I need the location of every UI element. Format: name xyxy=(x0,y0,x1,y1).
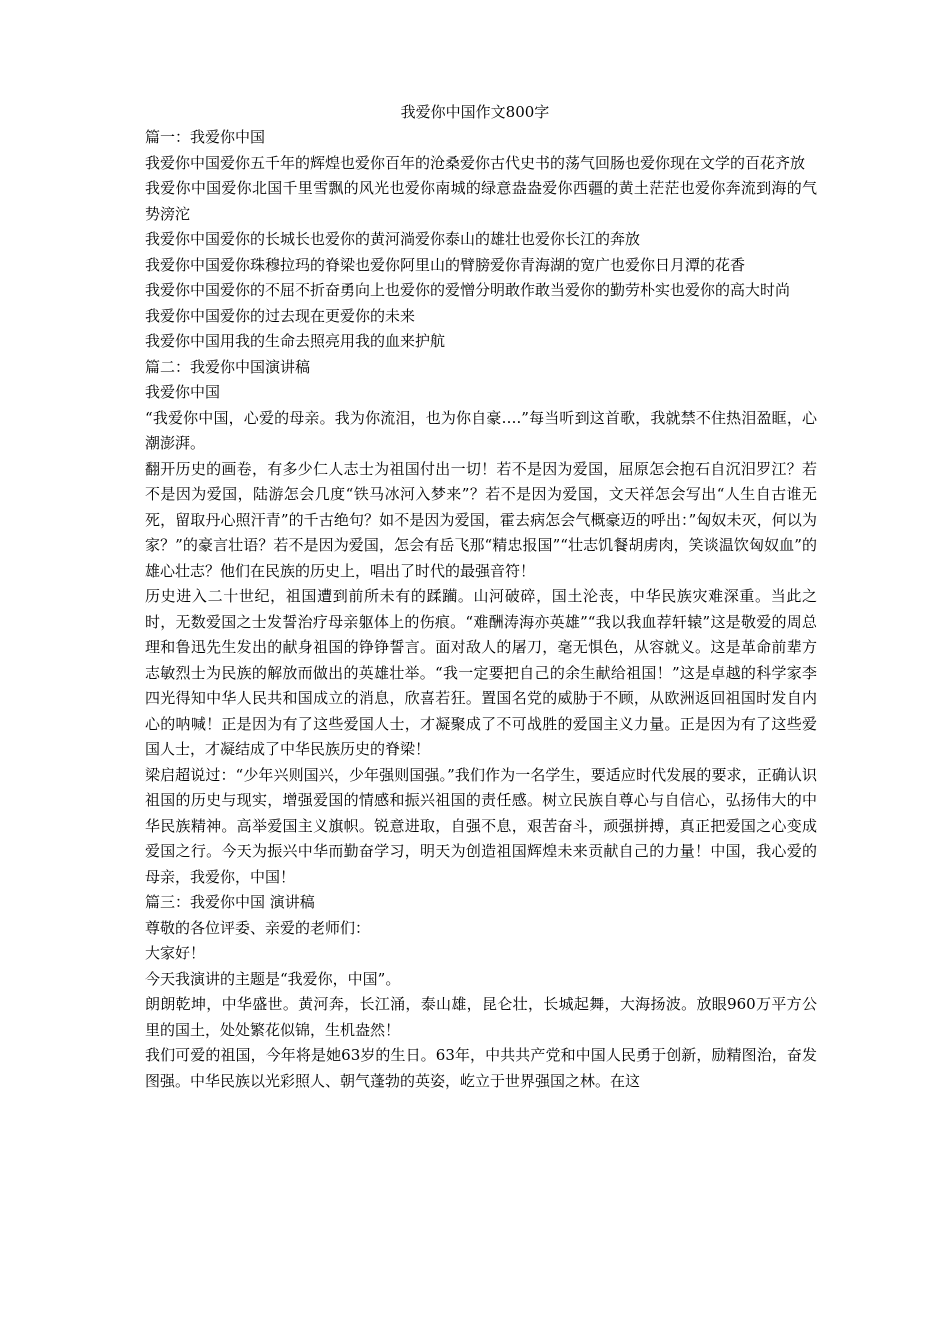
paragraph: 梁启超说过：“少年兴则国兴，少年强则国强。”我们作为一名学生，要适应时代发展的要求，正确认识祖国的历史与现实，增强爱国的情感和振兴祖国的责任感。树立民族自尊心与自信心，弘扬伟大的中华民族精神。高举爱国主义旗帜。锐意进取，自强不息，艰苦奋斗，顽强拼搏，真正把爱国之心变成爱国之行。今天为振兴中华而勤奋学习，明天为创造祖国辉煌未来贡献自己的力量！中国，我心爱的母亲，我爱你，中国！ xyxy=(145,765,817,886)
paragraph: 朗朗乾坤，中华盛世。黄河奔，长江涌，泰山雄，昆仑壮，长城起舞，大海扬波。放眼960万平方公里的国土，处处繁花似锦，生机盎然！ xyxy=(145,995,817,1039)
paragraph: 我爱你中国爱你的长城长也爱你的黄河淌爱你泰山的雄壮也爱你长江的奔放 xyxy=(145,230,641,248)
paragraph: 我爱你中国爱你珠穆拉玛的脊梁也爱你阿里山的臂膀爱你青海湖的宽广也爱你日月潭的花香 xyxy=(145,255,746,274)
paragraph: 今天我演讲的主题是“我爱你，中国”。 xyxy=(145,969,401,988)
heading-part-2: 篇二：我爱你中国演讲稿 xyxy=(145,357,311,376)
paragraph: 大家好！ xyxy=(145,944,206,962)
document-title: 我爱你中国作文800字 xyxy=(400,103,550,121)
paragraph: 我们可爱的祖国，今年将是她63岁的生日。63年，中共共产党和中国人民勇于创新，励精图治，奋发图强。中华民族以光彩照人、朝气蓬勃的英姿，屹立于世界强国之林。在这 xyxy=(145,1046,817,1090)
heading-part-3: 篇三：我爱你中国 演讲稿 xyxy=(145,893,315,911)
paragraph: 历史进入二十世纪，祖国遭到前所未有的蹂躏。山河破碎，国土沦丧，中华民族灾难深重。当此之时，无数爱国之士发誓治疗母亲躯体上的伤痕。“难酬涛海亦英雄”“我以我血荐轩辕”这是敬爱的周总理和鲁迅先生发出的献身祖国的铮铮誓言。面对敌人的屠刀，毫无惧色，从容就义。这是革命前辈方志敏烈士为民族的解放而做出的英雄壮举。“我一定要把自己的余生献给祖国！”这是卓越的科学家李四光得知中华人民共和国成立的消息，欣喜若狂。置国名党的威胁于不顾，从欧洲返回祖国时发自内心的呐喊！正是因为有了这些爱国人士，才凝聚成了不可战胜的爱国主义力量。正是因为有了这些爱国人士，才凝结成了中华民族历史的脊梁！ xyxy=(145,587,817,758)
paragraph: 我爱你中国 xyxy=(145,383,221,401)
paragraph: 尊敬的各位评委、亲爱的老师们： xyxy=(145,918,371,937)
heading-part-1: 篇一：我爱你中国 xyxy=(145,128,266,146)
document-body xyxy=(145,125,817,1094)
paragraph: 我爱你中国爱你的过去现在更爱你的未来 xyxy=(145,306,416,325)
paragraph: 我爱你中国爱你北国千里雪飘的风光也爱你南城的绿意盎盎爱你西疆的黄土茫茫也爱你奔流到海的气势滂沱 xyxy=(145,179,817,223)
paragraph: “我爱你中国，心爱的母亲。我为你流泪，也为你自豪….”每当听到这首歌，我就禁不住热泪盈眶，心潮澎湃。 xyxy=(145,408,817,452)
paragraph: 翻开历史的画卷，有多少仁人志士为祖国付出一切！若不是因为爱国，屈原怎会抱石自沉汨罗江？若不是因为爱国，陆游怎会几度“铁马冰河入梦来”？若不是因为爱国，文天祥怎会写出“人生自古谁无死，留取丹心照汗青”的千古绝句？如不是因为爱国，霍去病怎会气概豪迈的呼出：”匈奴未灭，何以为家？”的豪言壮语？若不是因为爱国，怎会有岳飞那“精忠报国”“壮志饥餐胡虏肉，笑谈温饮匈奴血”的雄心壮志？他们在民族的历史上，唱出了时代的最强音符！ xyxy=(145,459,817,580)
paragraph: 我爱你中国用我的生命去照亮用我的血来护航 xyxy=(145,332,446,350)
paragraph: 我爱你中国爱你的不屈不折奋勇向上也爱你的爱憎分明敢作敢当爱你的勤劳朴实也爱你的高大时尚 xyxy=(145,281,791,299)
paragraph: 我爱你中国爱你五千年的辉煌也爱你百年的沧桑爱你古代史书的荡气回肠也爱你现在文学的百花齐放 xyxy=(145,153,806,172)
